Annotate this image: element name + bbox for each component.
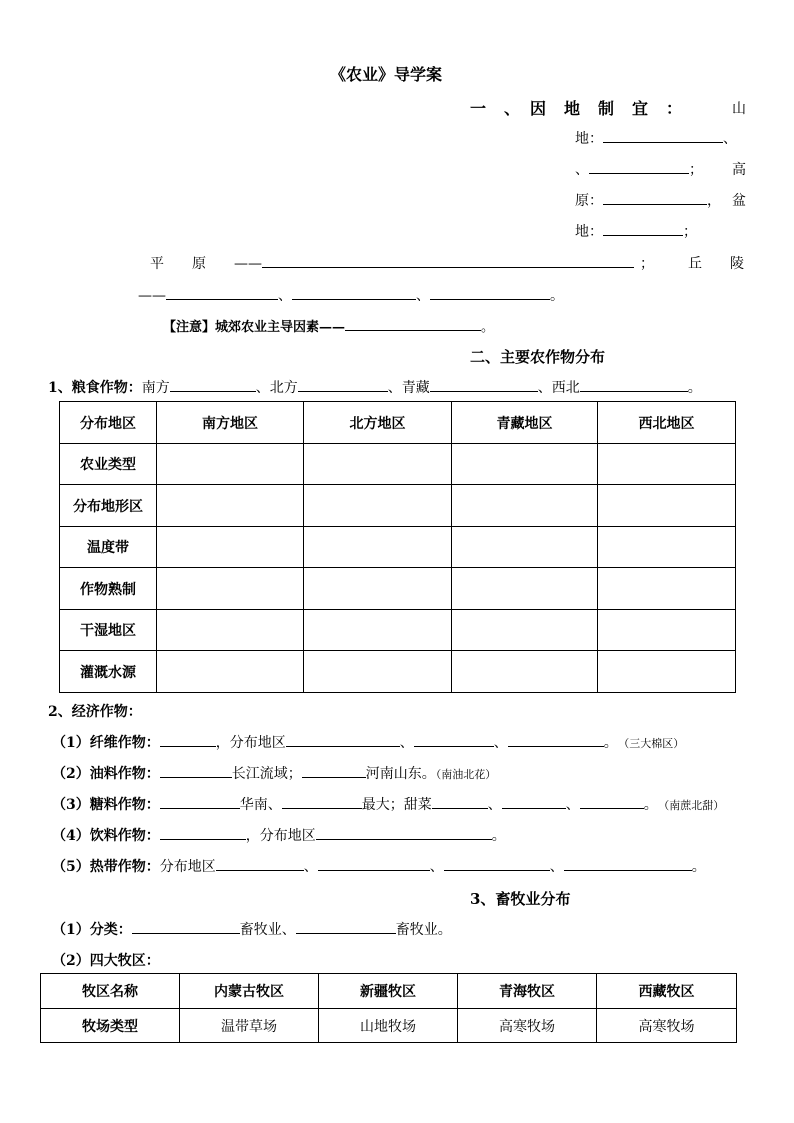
- input-cell[interactable]: [304, 444, 452, 485]
- pasture-value-cell: 高寒牧场: [597, 1009, 737, 1043]
- section2-heading: 二、主要农作物分布: [470, 348, 606, 366]
- gaoyuan-blank[interactable]: [603, 190, 707, 205]
- econ-sugar-line: [52, 794, 724, 814]
- dun: 、: [549, 859, 564, 875]
- econ-tropic-line: [52, 856, 706, 876]
- sep-dun: 、: [575, 162, 589, 178]
- pasture-header-cell: 牧区名称: [41, 974, 180, 1009]
- econ-drink-line: [52, 825, 506, 845]
- fiber-blank-2[interactable]: [286, 732, 400, 747]
- sugar-blank-5[interactable]: [580, 794, 644, 809]
- drink-blank-2[interactable]: [316, 825, 492, 840]
- sugar-blank-2[interactable]: [282, 794, 362, 809]
- pen-char: 盆: [732, 193, 746, 209]
- end: 。: [603, 735, 618, 751]
- input-cell[interactable]: [452, 444, 598, 485]
- row-label: 温度带: [60, 527, 157, 568]
- table-row: [60, 610, 736, 651]
- pingyuan-line: [150, 253, 654, 273]
- four-regions-label: （2）四大牧区：: [52, 953, 160, 969]
- econ-fiber-line: [52, 732, 684, 752]
- input-cell[interactable]: [157, 610, 304, 651]
- input-cell[interactable]: [452, 651, 598, 693]
- qiuling-blank-1[interactable]: [166, 285, 278, 300]
- sep-semicolon: ；: [640, 256, 654, 272]
- pasture-header-cell: 西藏牧区: [597, 974, 737, 1009]
- oil-a: 长江流域；: [231, 766, 302, 782]
- input-cell[interactable]: [304, 610, 452, 651]
- row-label: 分布地形区: [60, 485, 157, 527]
- pasture-table: [40, 973, 737, 1043]
- dun: 、: [429, 859, 444, 875]
- fiber-label: （1）纤维作物：: [52, 735, 160, 751]
- fiber-blank-3[interactable]: [414, 732, 494, 747]
- dun: 、: [565, 797, 580, 813]
- grain-end: 。: [687, 380, 702, 396]
- pasture-value-cell: 温带草场: [180, 1009, 319, 1043]
- classify-blank-2[interactable]: [296, 919, 396, 934]
- shandi-label: 地：: [575, 131, 603, 147]
- shandi-blank-1[interactable]: [603, 128, 723, 143]
- pasture-header-cell: 新疆牧区: [319, 974, 458, 1009]
- end: 。: [691, 859, 706, 875]
- classify-blank-1[interactable]: [132, 919, 240, 934]
- row-label: 灌溉水源: [60, 651, 157, 693]
- pingyuan-label: 平 原 ——: [150, 256, 262, 272]
- input-cell[interactable]: [598, 651, 736, 693]
- note-blank[interactable]: [345, 316, 481, 331]
- end: 。: [491, 828, 506, 844]
- classify-b: 畜牧业。: [395, 922, 452, 938]
- dun: 、: [303, 859, 318, 875]
- drink-mid: ，分布地区: [245, 828, 316, 844]
- input-cell[interactable]: [598, 527, 736, 568]
- crop-header-cell: 西北地区: [598, 402, 736, 444]
- grain-line: [48, 377, 702, 397]
- oil-label: （2）油料作物：: [52, 766, 160, 782]
- tropic-mid: 分布地区: [159, 859, 216, 875]
- row-label: 作物熟制: [60, 568, 157, 610]
- grain-xibei-blank[interactable]: [580, 377, 688, 392]
- oil-note: （南油北花）: [435, 768, 497, 781]
- oil-blank-2[interactable]: [302, 763, 366, 778]
- section1-heading: 一 、 因 地 制 宜 ：: [470, 99, 684, 118]
- input-cell[interactable]: [157, 568, 304, 610]
- sugar-blank-4[interactable]: [502, 794, 566, 809]
- shandi-blank-2[interactable]: [589, 159, 689, 174]
- drink-label: （4）饮料作物：: [52, 828, 160, 844]
- drink-blank-1[interactable]: [160, 825, 246, 840]
- qiuling-blank-2[interactable]: [292, 285, 416, 300]
- pasture-row-label: 牧场类型: [41, 1009, 180, 1043]
- fiber-note: （三大棉区）: [623, 737, 685, 750]
- input-cell[interactable]: [598, 568, 736, 610]
- row-label: 农业类型: [60, 444, 157, 485]
- sep-dun: 、: [723, 131, 737, 147]
- crop-header-cell: 北方地区: [304, 402, 452, 444]
- pasture-header-cell: 青海牧区: [458, 974, 597, 1009]
- input-cell[interactable]: [452, 568, 598, 610]
- sugar-note: （南蔗北甜）: [663, 799, 725, 812]
- sugar-blank-1[interactable]: [160, 794, 240, 809]
- econ-label: 2、经济作物：: [48, 704, 142, 720]
- crop-header-cell: 青藏地区: [452, 402, 598, 444]
- sep-dun: 、: [416, 288, 430, 304]
- fiber-mid: ，分布地区: [215, 735, 286, 751]
- pasture-header-row: [41, 974, 737, 1009]
- yuan-label: 原：: [575, 193, 603, 209]
- pendi-label: 地：: [575, 224, 603, 240]
- classify-label: （1）分类：: [52, 922, 132, 938]
- sep-semicolon: ；: [683, 224, 697, 240]
- input-cell[interactable]: [304, 568, 452, 610]
- shandi-line: [575, 128, 737, 148]
- table-row: [60, 568, 736, 610]
- input-cell[interactable]: [157, 527, 304, 568]
- input-cell[interactable]: [304, 527, 452, 568]
- input-cell[interactable]: [598, 485, 736, 527]
- grain-north: 、北方: [255, 380, 298, 396]
- input-cell[interactable]: [598, 610, 736, 651]
- classify-a: 畜牧业、: [239, 922, 296, 938]
- pingyuan-blank[interactable]: [262, 253, 634, 268]
- note-label: 【注意】城郊农业主导因素——: [163, 320, 346, 335]
- table-row: [60, 651, 736, 693]
- note-end: 。: [481, 320, 495, 335]
- gao-char: 高: [732, 162, 746, 178]
- input-cell[interactable]: [157, 485, 304, 527]
- page-title: 《农业》导学案: [330, 65, 443, 84]
- sep-semicolon: ；: [689, 162, 703, 178]
- table-row: [41, 1009, 737, 1043]
- dun: 、: [487, 797, 502, 813]
- pasture-value-cell: 高寒牧场: [458, 1009, 597, 1043]
- shandi-line-2: [575, 159, 703, 179]
- grain-qingzang: 、青藏: [387, 380, 430, 396]
- sugar-a: 华南、: [239, 797, 282, 813]
- input-cell[interactable]: [452, 527, 598, 568]
- dun: 、: [493, 735, 508, 751]
- dun: 、: [399, 735, 414, 751]
- input-cell[interactable]: [452, 485, 598, 527]
- pasture-header-cell: 内蒙古牧区: [180, 974, 319, 1009]
- input-cell[interactable]: [598, 444, 736, 485]
- fiber-blank-4[interactable]: [508, 732, 604, 747]
- oil-b: 河南山东。: [365, 766, 436, 782]
- qiuling-dash: ——: [138, 288, 166, 304]
- tropic-blank-3[interactable]: [444, 856, 550, 871]
- crop-header-cell: 南方地区: [157, 402, 304, 444]
- sugar-b: 最大；甜菜: [361, 797, 432, 813]
- input-cell[interactable]: [157, 651, 304, 693]
- grain-xibei: 、西北: [537, 380, 580, 396]
- crop-header-cell: 分布地区: [60, 402, 157, 444]
- grain-label: 1、粮食作物：: [48, 380, 142, 396]
- qiuling-blank-3[interactable]: [430, 285, 550, 300]
- pendi-line: [575, 221, 697, 241]
- grain-qingzang-blank[interactable]: [430, 377, 538, 392]
- row-label: 干湿地区: [60, 610, 157, 651]
- tropic-blank-1[interactable]: [216, 856, 304, 871]
- tropic-blank-2[interactable]: [318, 856, 430, 871]
- qiuling-label: 丘 陵: [688, 256, 744, 272]
- crop-table-header-row: [60, 402, 736, 444]
- input-cell[interactable]: [304, 651, 452, 693]
- pendi-blank[interactable]: [603, 221, 683, 236]
- sep-comma: ，: [707, 193, 721, 209]
- pasture-value-cell: 山地牧场: [319, 1009, 458, 1043]
- tropic-blank-4[interactable]: [564, 856, 692, 871]
- oil-blank-1[interactable]: [160, 763, 232, 778]
- grain-south-blank[interactable]: [170, 377, 256, 392]
- section3-heading: 3、畜牧业分布: [470, 890, 571, 908]
- sep-dun: 、: [278, 288, 292, 304]
- table-row: [60, 485, 736, 527]
- sugar-blank-3[interactable]: [432, 794, 488, 809]
- econ-oil-line: [52, 763, 496, 783]
- note-line: [163, 316, 494, 335]
- fiber-blank-1[interactable]: [160, 732, 216, 747]
- table-row: [60, 444, 736, 485]
- classify-line: [52, 919, 452, 939]
- qiuling-line: [138, 285, 564, 305]
- input-cell[interactable]: [157, 444, 304, 485]
- sugar-label: （3）糖料作物：: [52, 797, 160, 813]
- tropic-label: （5）热带作物：: [52, 859, 160, 875]
- input-cell[interactable]: [304, 485, 452, 527]
- table-row: [60, 527, 736, 568]
- end: 。: [643, 797, 658, 813]
- gaoyuan-line: [575, 190, 721, 210]
- grain-north-blank[interactable]: [298, 377, 388, 392]
- grain-south: 南方: [141, 380, 170, 396]
- input-cell[interactable]: [452, 610, 598, 651]
- crop-table: [59, 401, 736, 693]
- period: 。: [550, 288, 564, 304]
- section1-shan: 山: [732, 101, 746, 117]
